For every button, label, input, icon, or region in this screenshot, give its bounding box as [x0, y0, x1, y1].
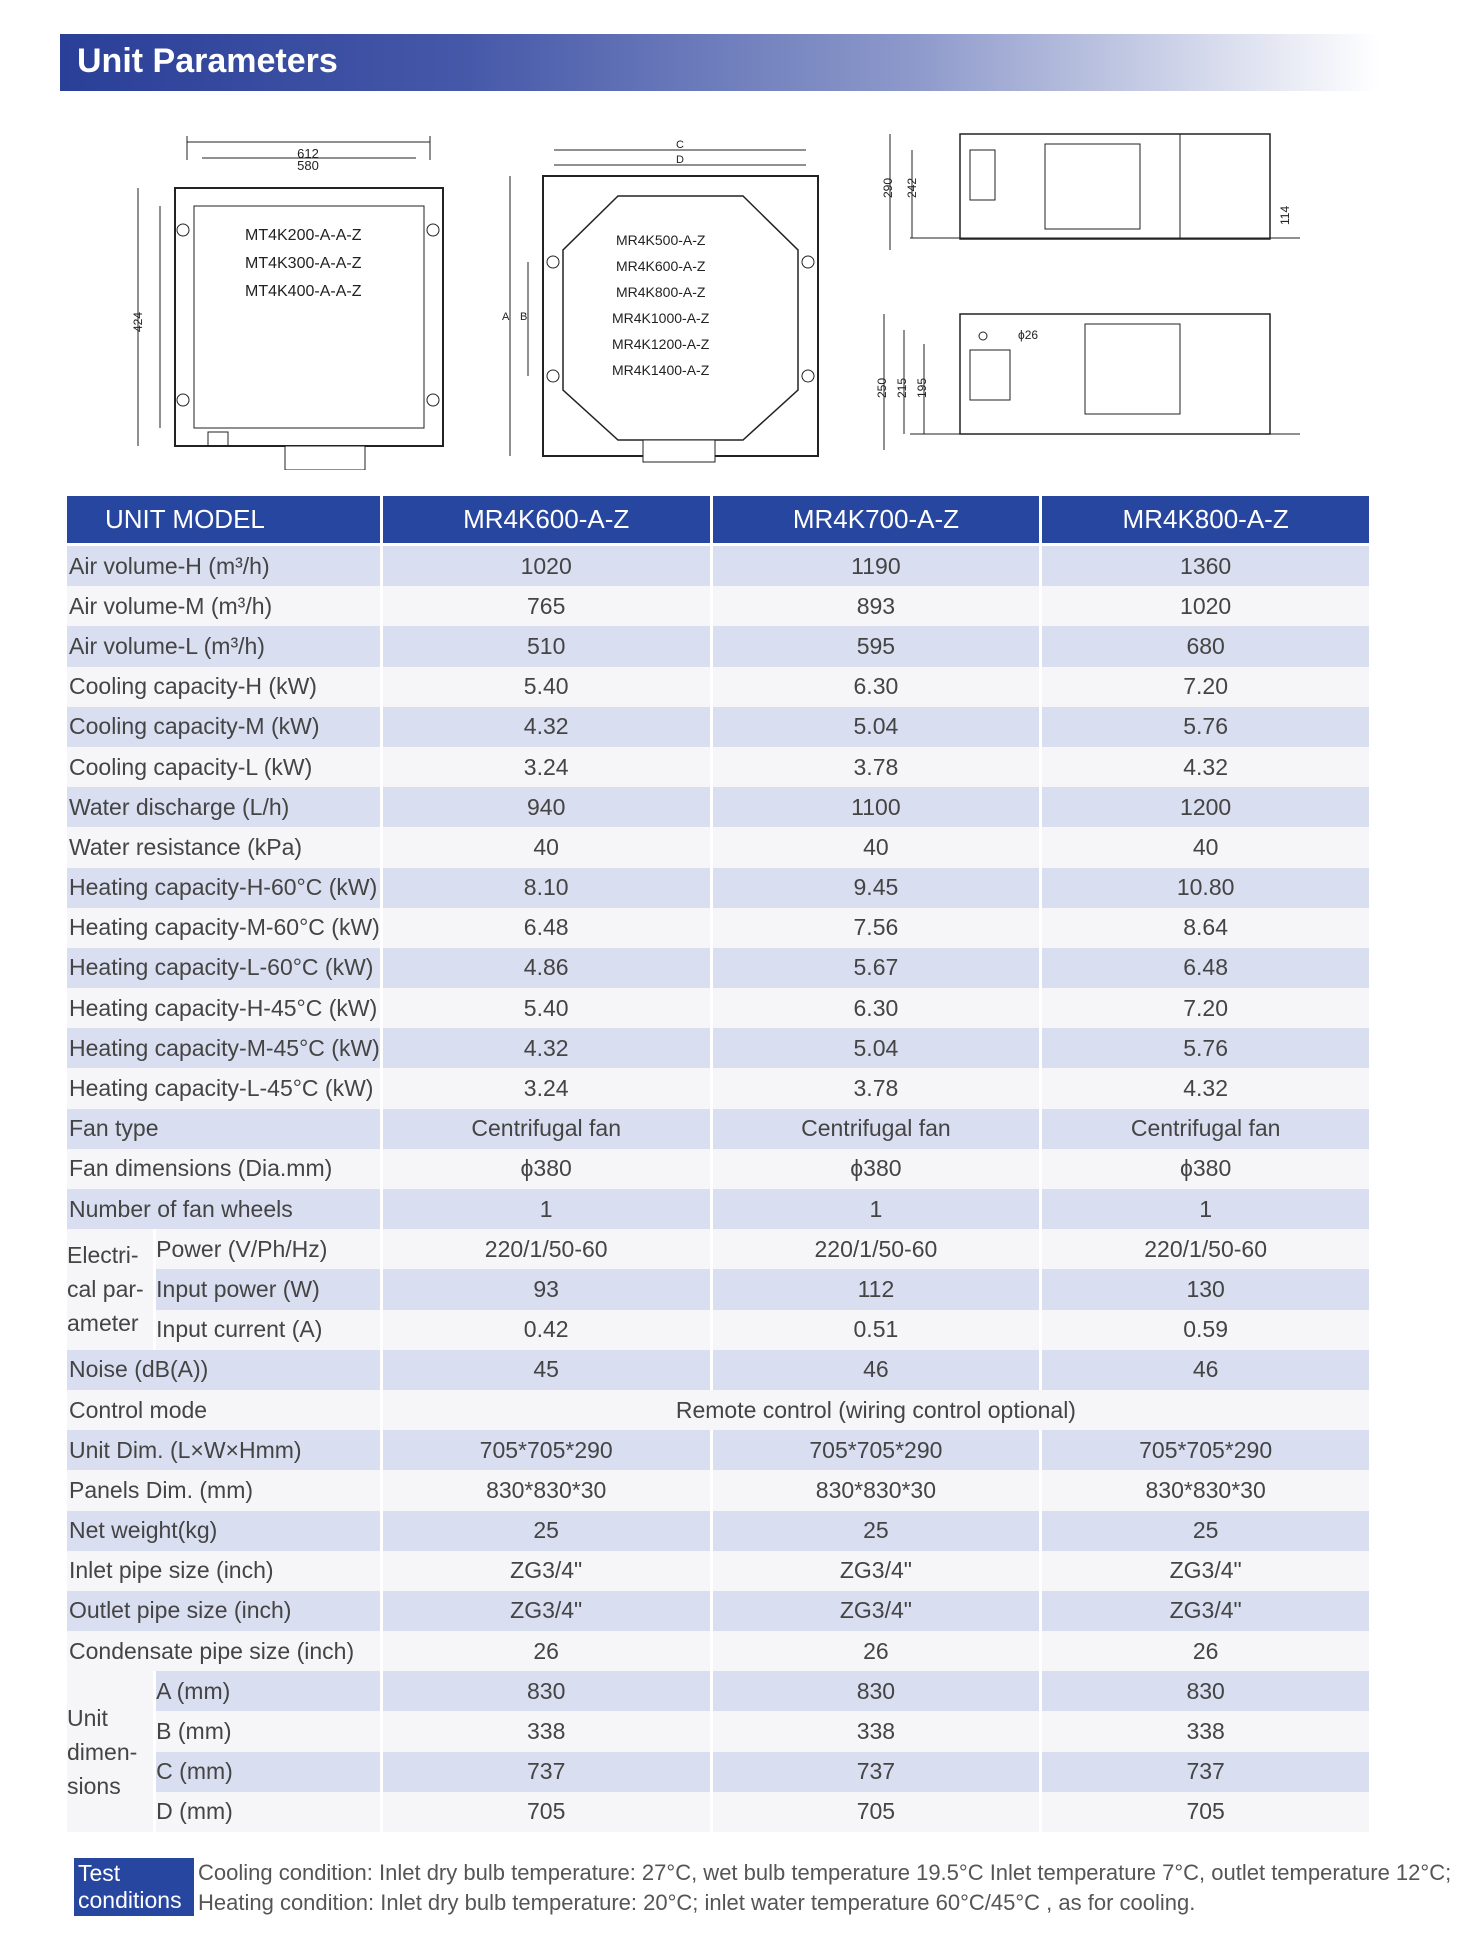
row-label: Control mode [67, 1390, 380, 1430]
row-value: ZG3/4" [383, 1591, 710, 1631]
table-row [67, 1149, 1369, 1189]
row-value: 40 [1042, 827, 1369, 867]
dim-580-label: 580 [297, 158, 319, 173]
row-label: Unit Dim. (L×W×Hmm) [67, 1430, 380, 1470]
dim-b-label: B [520, 311, 528, 323]
table-row [67, 747, 1369, 787]
table-row [67, 827, 1369, 867]
row-value: 8.64 [1042, 908, 1369, 948]
heating-condition: Heating condition: Inlet dry bulb temperature: 20°C; inlet water temperature 60°C/45°C , as for cooling. [198, 1890, 1196, 1915]
table-row [67, 1591, 1369, 1631]
drawing-side-view-1 [870, 120, 1300, 280]
group-label-line: ameter [67, 1310, 139, 1337]
row-value: 705*705*290 [713, 1430, 1040, 1470]
row-label: B (mm) [156, 1711, 380, 1751]
row-value: 338 [383, 1711, 710, 1751]
row-value: 338 [1042, 1711, 1369, 1751]
row-value: 830 [1042, 1671, 1369, 1711]
row-value: 112 [713, 1269, 1040, 1309]
table-row [67, 988, 1369, 1028]
row-value: 737 [1042, 1752, 1369, 1792]
row-value: 46 [713, 1350, 1040, 1390]
row-value: 26 [713, 1631, 1040, 1671]
drawing2-model-2: MR4K600-A-Z [616, 258, 706, 274]
table-row [67, 1109, 1369, 1149]
dim-114-label: 114 [1278, 205, 1292, 225]
row-value: 4.32 [383, 1028, 710, 1068]
row-value: 40 [713, 827, 1040, 867]
row-value: 6.30 [713, 988, 1040, 1028]
row-value: 1100 [713, 787, 1040, 827]
row-value: 8.10 [383, 868, 710, 908]
table-row [67, 1068, 1369, 1108]
table-row [67, 1511, 1369, 1551]
test-label-line: conditions [78, 1887, 182, 1913]
dim-215-label: 215 [895, 377, 909, 398]
row-label: Number of fan wheels [67, 1189, 380, 1229]
table-row [67, 1390, 1369, 1430]
row-value: 1020 [383, 546, 710, 586]
drawing2-model-1: MR4K500-A-Z [616, 232, 706, 248]
row-value: 1020 [1042, 586, 1369, 626]
table-row [67, 1631, 1369, 1671]
drawing1-model-1: MT4K200-A-A-Z [245, 227, 362, 244]
row-value: Centrifugal fan [383, 1109, 710, 1149]
electrical-parameter-group [67, 1229, 153, 1350]
control-mode-value: Remote control (wiring control optional) [383, 1390, 1369, 1430]
row-value: 25 [383, 1511, 710, 1551]
row-value: 220/1/50-60 [1042, 1229, 1369, 1269]
section-header-banner [60, 34, 1380, 91]
row-value: 737 [383, 1752, 710, 1792]
row-label: Power (V/Ph/Hz) [156, 1229, 380, 1269]
row-value: 26 [1042, 1631, 1369, 1671]
dim-290-label: 290 [881, 177, 895, 198]
row-value: 1 [713, 1189, 1040, 1229]
row-value: ϕ380 [383, 1149, 710, 1189]
row-value: 3.78 [713, 1068, 1040, 1108]
table-row [67, 787, 1369, 827]
row-value: 893 [713, 586, 1040, 626]
row-value: 1 [1042, 1189, 1369, 1229]
row-value: 5.67 [713, 948, 1040, 988]
row-value: 705 [713, 1792, 1040, 1832]
row-value: ZG3/4" [383, 1551, 710, 1591]
test-conditions-label [74, 1858, 194, 1916]
group-label-line: Unit [67, 1704, 108, 1731]
row-value: 130 [1042, 1269, 1369, 1309]
row-value: 0.59 [1042, 1310, 1369, 1350]
table-row [67, 1028, 1369, 1068]
row-label: Panels Dim. (mm) [67, 1470, 380, 1510]
row-label: Air volume-L (m³/h) [67, 626, 380, 666]
row-value: 25 [713, 1511, 1040, 1551]
row-value: 6.48 [1042, 948, 1369, 988]
table-row [67, 1792, 1369, 1832]
technical-drawings [130, 120, 1300, 490]
row-value: 765 [383, 586, 710, 626]
row-value: ϕ380 [713, 1149, 1040, 1189]
row-value: 5.40 [383, 667, 710, 707]
row-value: 3.24 [383, 747, 710, 787]
unit-dimensions-group [67, 1671, 153, 1832]
row-label: Heating capacity-L-60°C (kW) [67, 948, 380, 988]
table-header-row [67, 496, 1369, 546]
row-label: Heating capacity-M-60°C (kW) [67, 908, 380, 948]
table-row [67, 626, 1369, 666]
row-label: Net weight(kg) [67, 1511, 380, 1551]
row-label: Cooling capacity-M (kW) [67, 707, 380, 747]
row-value: 6.30 [713, 667, 1040, 707]
dim-250-label: 250 [875, 377, 889, 398]
pipe-diameter-label: ϕ26 [1018, 328, 1039, 342]
dim-a-label: A [502, 311, 510, 323]
row-value: 940 [383, 787, 710, 827]
row-value: 830 [713, 1671, 1040, 1711]
row-value: 705*705*290 [1042, 1430, 1369, 1470]
table-row [67, 586, 1369, 626]
drawing2-model-4: MR4K1000-A-Z [612, 310, 710, 326]
table-row [67, 1711, 1369, 1751]
row-value: 595 [713, 626, 1040, 666]
row-label: Water resistance (kPa) [67, 827, 380, 867]
row-value: 338 [713, 1711, 1040, 1751]
row-value: 10.80 [1042, 868, 1369, 908]
model-header: MR4K600-A-Z [383, 496, 710, 546]
group-label-line: cal par- [67, 1276, 144, 1303]
drawing-square-unit [130, 120, 460, 470]
row-value: ZG3/4" [1042, 1551, 1369, 1591]
row-label: Input power (W) [156, 1269, 380, 1309]
group-label-line: dimen- [67, 1738, 138, 1765]
table-row [67, 948, 1369, 988]
row-value: 1190 [713, 546, 1040, 586]
table-row [67, 868, 1369, 908]
row-value: 737 [713, 1752, 1040, 1792]
row-value: 0.51 [713, 1310, 1040, 1350]
row-value: 830*830*30 [383, 1470, 710, 1510]
row-value: 5.04 [713, 1028, 1040, 1068]
row-label: Inlet pipe size (inch) [67, 1551, 380, 1591]
row-label: Fan dimensions (Dia.mm) [67, 1149, 380, 1189]
row-label: C (mm) [156, 1752, 380, 1792]
dim-424-label: 424 [131, 311, 145, 332]
row-value: 93 [383, 1269, 710, 1309]
row-label: Input current (A) [156, 1310, 380, 1350]
row-value: 26 [383, 1631, 710, 1671]
row-value: 705 [1042, 1792, 1369, 1832]
row-label: D (mm) [156, 1792, 380, 1832]
table-row [67, 1671, 1369, 1711]
model-header: MR4K700-A-Z [713, 496, 1040, 546]
row-value: 705*705*290 [383, 1430, 710, 1470]
row-value: 1360 [1042, 546, 1369, 586]
table-row [67, 1350, 1369, 1390]
row-value: 510 [383, 626, 710, 666]
table-row [67, 1229, 1369, 1269]
table-row [67, 546, 1369, 586]
row-label: Cooling capacity-H (kW) [67, 667, 380, 707]
group-label-line: Electri- [67, 1242, 139, 1269]
row-value: 830 [383, 1671, 710, 1711]
row-value: 1 [383, 1189, 710, 1229]
test-label-line: Test [78, 1860, 121, 1886]
drawing-octagon-unit [498, 120, 838, 470]
table-row [67, 1430, 1369, 1470]
row-label: A (mm) [156, 1671, 380, 1711]
dim-d-label: D [676, 154, 684, 166]
row-value: ZG3/4" [713, 1551, 1040, 1591]
row-label: Outlet pipe size (inch) [67, 1591, 380, 1631]
row-value: 5.40 [383, 988, 710, 1028]
row-label: Noise (dB(A)) [67, 1350, 380, 1390]
drawing-side-view-2 [870, 300, 1300, 480]
dim-195-label: 195 [915, 377, 929, 398]
table-row [67, 1752, 1369, 1792]
row-label: Air volume-M (m³/h) [67, 586, 380, 626]
row-label: Air volume-H (m³/h) [67, 546, 380, 586]
row-value: 220/1/50-60 [713, 1229, 1040, 1269]
row-value: 705 [383, 1792, 710, 1832]
row-label: Cooling capacity-L (kW) [67, 747, 380, 787]
dim-242-label: 242 [905, 177, 919, 198]
table-row [67, 1269, 1369, 1309]
table-row [67, 667, 1369, 707]
drawing2-model-6: MR4K1400-A-Z [612, 362, 710, 378]
row-label: Fan type [67, 1109, 380, 1149]
table-row [67, 707, 1369, 747]
cooling-condition: Cooling condition: Inlet dry bulb temperature: 27°C, wet bulb temperature 19.5°C Inlet temperature 7°C, outlet temperature 12°C; [198, 1860, 1452, 1885]
row-value: 6.48 [383, 908, 710, 948]
table-row [67, 1551, 1369, 1591]
row-label: Heating capacity-L-45°C (kW) [67, 1068, 380, 1108]
row-label: Water discharge (L/h) [67, 787, 380, 827]
row-value: ϕ380 [1042, 1149, 1369, 1189]
row-value: 7.20 [1042, 667, 1369, 707]
drawing1-model-3: MT4K400-A-A-Z [245, 283, 362, 300]
row-value: ZG3/4" [1042, 1591, 1369, 1631]
table-row [67, 908, 1369, 948]
test-conditions-text [198, 1858, 1451, 1918]
row-value: 4.86 [383, 948, 710, 988]
drawing2-model-3: MR4K800-A-Z [616, 284, 706, 300]
row-value: 4.32 [1042, 747, 1369, 787]
unit-model-header: UNIT MODEL [67, 496, 380, 546]
row-label: Heating capacity-M-45°C (kW) [67, 1028, 380, 1068]
row-value: ZG3/4" [713, 1591, 1040, 1631]
row-value: 5.04 [713, 707, 1040, 747]
row-value: 45 [383, 1350, 710, 1390]
row-value: 1200 [1042, 787, 1369, 827]
dim-c-label: C [676, 139, 684, 151]
drawing1-model-2: MT4K300-A-A-Z [245, 255, 362, 272]
row-value: 830*830*30 [713, 1470, 1040, 1510]
row-label: Condensate pipe size (inch) [67, 1631, 380, 1671]
drawing2-model-5: MR4K1200-A-Z [612, 336, 710, 352]
row-value: 5.76 [1042, 1028, 1369, 1068]
table-row [67, 1189, 1369, 1229]
row-value: 7.20 [1042, 988, 1369, 1028]
row-value: 4.32 [383, 707, 710, 747]
row-value: Centrifugal fan [713, 1109, 1040, 1149]
group-label-line: sions [67, 1772, 121, 1799]
row-value: 25 [1042, 1511, 1369, 1551]
section-title: Unit Parameters [77, 42, 338, 80]
row-value: 5.76 [1042, 707, 1369, 747]
row-value: 9.45 [713, 868, 1040, 908]
row-value: Centrifugal fan [1042, 1109, 1369, 1149]
row-value: 220/1/50-60 [383, 1229, 710, 1269]
row-label: Heating capacity-H-45°C (kW) [67, 988, 380, 1028]
row-value: 680 [1042, 626, 1369, 666]
row-value: 0.42 [383, 1310, 710, 1350]
row-value: 830*830*30 [1042, 1470, 1369, 1510]
row-value: 4.32 [1042, 1068, 1369, 1108]
model-header: MR4K800-A-Z [1042, 496, 1369, 546]
table-row [67, 1310, 1369, 1350]
row-value: 3.24 [383, 1068, 710, 1108]
row-value: 7.56 [713, 908, 1040, 948]
parameters-table [64, 496, 1372, 1832]
row-value: 40 [383, 827, 710, 867]
row-value: 46 [1042, 1350, 1369, 1390]
row-value: 3.78 [713, 747, 1040, 787]
dim-612-label: 612 [297, 146, 319, 161]
table-row [67, 1470, 1369, 1510]
row-label: Heating capacity-H-60°C (kW) [67, 868, 380, 908]
